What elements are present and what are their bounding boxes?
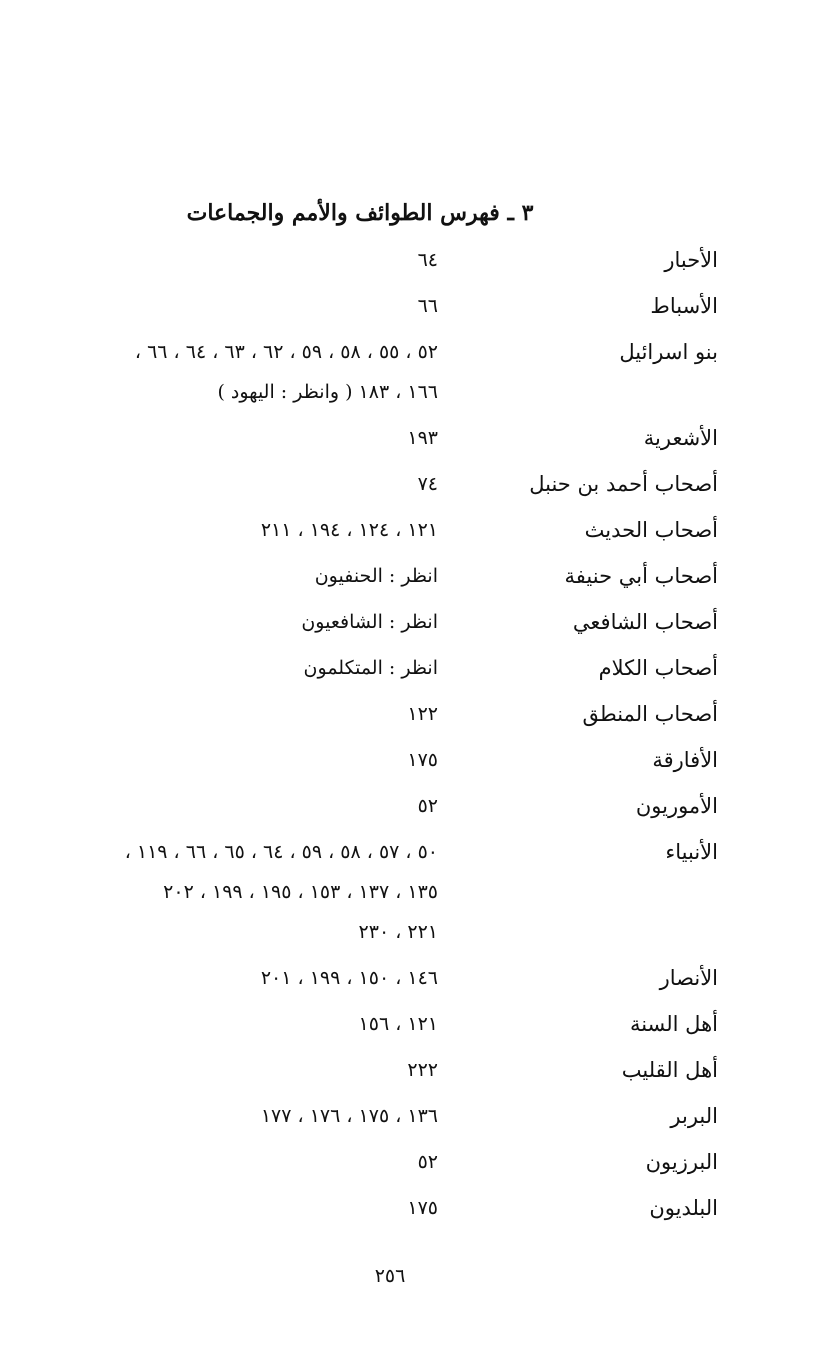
entry-term: أصحاب المنطق (582, 702, 718, 726)
entry-term: الأموريون (635, 794, 718, 818)
reference-line: ١٩٣ (407, 427, 438, 449)
reference-line: انظر : الشافعيون (301, 611, 438, 633)
reference-line: ١٦٦ ، ١٨٣ ( وانظر : اليهود ) (217, 381, 438, 403)
reference-line: ٥٢ (417, 1151, 438, 1173)
entry-term: أصحاب الكلام (598, 656, 718, 680)
entry-term: البرزيون (645, 1150, 718, 1174)
reference-line: ١٤٦ ، ١٥٠ ، ١٩٩ ، ٢٠١ (260, 967, 438, 989)
entry-term: أهل السنة (629, 1012, 718, 1036)
reference-line: ١٢١ ، ١٥٦ (358, 1013, 438, 1035)
index-title: ٣ ـ فهرس الطوائف والأمم والجماعات (186, 200, 534, 226)
entry-term: بنو اسرائيل (619, 340, 718, 364)
reference-line: انظر : المتكلمون (303, 657, 438, 679)
entry-references (38, 1004, 438, 1044)
entry-references (38, 240, 438, 280)
entry-term: أهل القليب (621, 1058, 718, 1082)
reference-line: ٦٦ (417, 295, 438, 317)
entry-references (38, 602, 438, 642)
entry-term: أصحاب أحمد بن حنبل (529, 472, 718, 496)
entry-term: أصحاب الحديث (584, 518, 718, 542)
reference-line: ٢٢٢ (407, 1059, 438, 1081)
entry-references (38, 786, 438, 826)
entry-references (38, 832, 438, 952)
reference-line: ٦٤ (417, 249, 438, 271)
reference-line: انظر : الحنفيون (314, 565, 438, 587)
reference-line: ١٧٥ (407, 749, 438, 771)
entry-references (38, 332, 438, 412)
reference-line: ٥٢ (417, 795, 438, 817)
reference-line: ٢٢١ ، ٢٣٠ (358, 921, 438, 943)
entry-references (38, 286, 438, 326)
page-number: ٢٥٦ (374, 1265, 406, 1287)
reference-line: ١٣٥ ، ١٣٧ ، ١٥٣ ، ١٩٥ ، ١٩٩ ، ٢٠٢ (163, 881, 438, 903)
entry-term: الأسباط (650, 294, 718, 318)
entry-term: أصحاب الشافعي (572, 610, 718, 634)
entry-references (38, 1188, 438, 1228)
entry-references (38, 556, 438, 596)
entry-term: الأشعرية (643, 426, 718, 450)
reference-line: ٥٠ ، ٥٧ ، ٥٨ ، ٥٩ ، ٦٤ ، ٦٥ ، ٦٦ ، ١١٩ ، (124, 841, 438, 863)
entry-term: الأحبار (664, 248, 718, 272)
reference-line: ٧٤ (417, 473, 438, 495)
entry-term: الأنصار (659, 966, 718, 990)
entry-references (38, 694, 438, 734)
entry-references (38, 648, 438, 688)
reference-line: ١٧٥ (407, 1197, 438, 1219)
entry-term: البربر (670, 1104, 718, 1128)
entry-references (38, 1050, 438, 1090)
entry-term: أصحاب أبي حنيفة (564, 564, 718, 588)
entry-references (38, 1142, 438, 1182)
reference-line: ١٢٢ (407, 703, 438, 725)
entry-references (38, 510, 438, 550)
reference-line: ١٣٦ ، ١٧٥ ، ١٧٦ ، ١٧٧ (260, 1105, 438, 1127)
entry-references (38, 958, 438, 998)
entry-references (38, 740, 438, 780)
entry-references (38, 418, 438, 458)
entry-term: الأنبياء (665, 840, 718, 864)
reference-line: ١٢١ ، ١٢٤ ، ١٩٤ ، ٢١١ (260, 519, 438, 541)
reference-line: ٥٢ ، ٥٥ ، ٥٨ ، ٥٩ ، ٦٢ ، ٦٣ ، ٦٤ ، ٦٦ ، (134, 341, 438, 363)
entry-term: الأفارقة (652, 748, 718, 772)
entry-term: البلديون (649, 1196, 718, 1220)
entry-references (38, 1096, 438, 1136)
entry-references (38, 464, 438, 504)
